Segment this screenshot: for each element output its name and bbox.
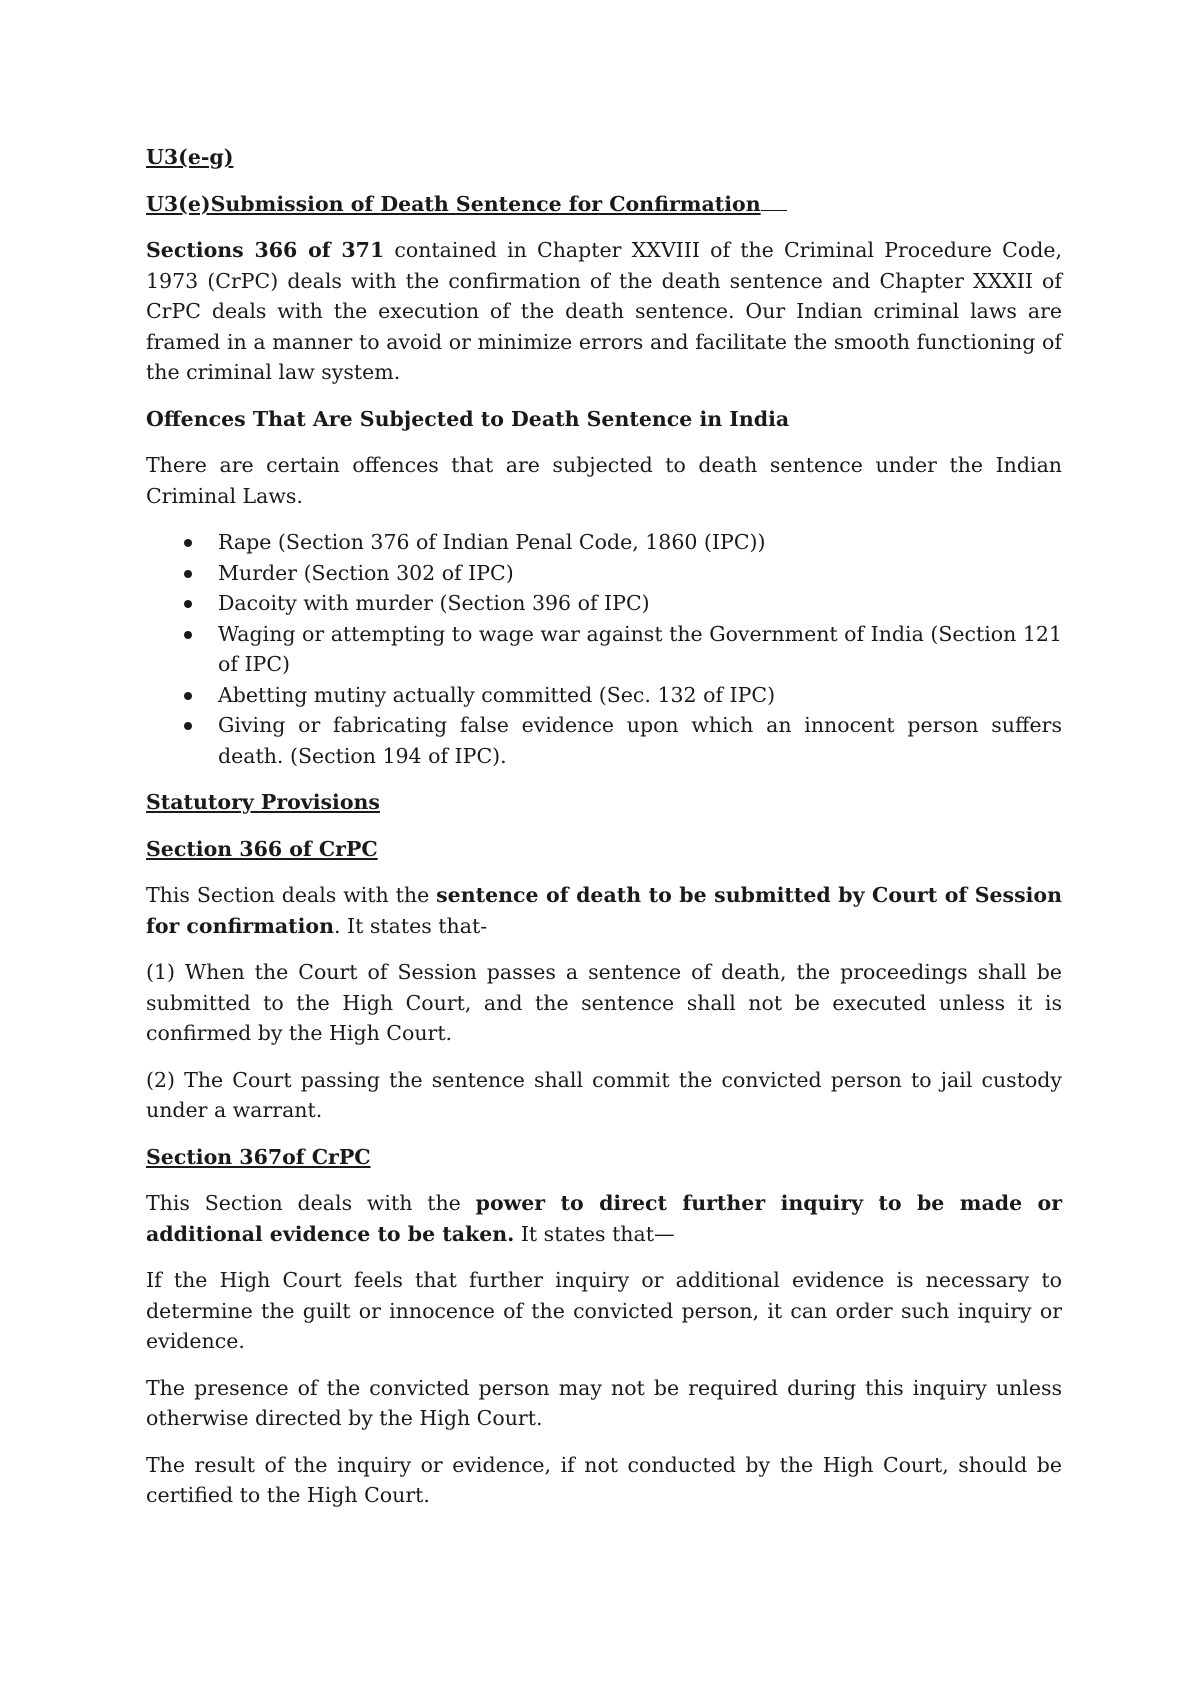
list-item: [146, 680, 1062, 711]
list-item: [146, 527, 1062, 558]
section-367-paragraph-3: The result of the inquiry or evidence, if not conducted by the High Court, should be certified to the High Court.: [146, 1452, 1062, 1507]
list-item-text: Giving or fabricating false evidence upon which an innocent person suffers death. (Section 194 of IPC).: [218, 713, 1062, 768]
intro-bold-lead: Sections 366 of 371: [146, 238, 385, 262]
list-item: [146, 619, 1062, 680]
section-title-text: U3(e)Submission of Death Sentence for Confirmation: [146, 191, 761, 216]
document-page: [146, 142, 1062, 1527]
section-367-bold: power to direct further inquiry to be made or additional evidence to be taken.: [146, 1191, 1063, 1246]
section-366-clause-2: (2) The Court passing the sentence shall commit the convicted person to jail custody under a warrant.: [146, 1067, 1062, 1122]
section-title: [146, 189, 1062, 220]
section-367-lead: This Section deals with the: [146, 1191, 476, 1215]
title-trailing-underline: [761, 192, 787, 211]
section-366-heading: Section 366 of CrPC: [146, 836, 378, 861]
intro-text: contained in Chapter XXVIII of the Criminal Procedure Code, 1973 (CrPC) deals with the confirmation of the death sentence and Chapter XXXII of CrPC deals with the execution of the death sentence. Our Indian criminal laws are framed in a manner to avoid or minimize errors and facilitate the smooth functioning of the criminal law system.: [146, 238, 1062, 384]
section-367-paragraph-2: The presence of the convicted person may not be required during this inquiry unless otherwise directed by the High Court.: [146, 1375, 1062, 1430]
section-366-bold: sentence of death to be submitted by Court of Session for confirmation: [146, 883, 1063, 938]
section-367-description: [146, 1188, 1062, 1249]
section-366-tail: . It states that-: [334, 913, 488, 938]
list-item: [146, 588, 1062, 619]
offences-list: [146, 527, 1062, 771]
list-item-text: Abetting mutiny actually committed (Sec. 132 of IPC): [218, 682, 776, 707]
document-title: U3(e-g): [146, 145, 234, 169]
list-item-text: Rape (Section 376 of Indian Penal Code, 1860 (IPC)): [218, 530, 766, 554]
bullet-icon: [184, 600, 192, 608]
section-366-lead: This Section deals with the: [146, 883, 437, 907]
bullet-icon: [184, 692, 192, 700]
bullet-icon: [184, 570, 192, 578]
list-item-text: Dacoity with murder (Section 396 of IPC): [218, 591, 650, 615]
list-item: [146, 710, 1062, 771]
bullet-icon: [184, 539, 192, 547]
section-366-description: [146, 880, 1062, 941]
section-367-heading: Section 367of CrPC: [146, 1144, 371, 1169]
list-item-text: Waging or attempting to wage war against the Government of India (Section 121 of IPC): [218, 621, 1062, 676]
bullet-icon: [184, 722, 192, 730]
statutory-heading: Statutory Provisions: [146, 790, 380, 814]
list-item: [146, 558, 1062, 589]
list-item-text: Murder (Section 302 of IPC): [218, 560, 514, 585]
intro-paragraph: [146, 235, 1062, 388]
section-367-paragraph-1: If the High Court feels that further inquiry or additional evidence is necessary to determine the guilt or innocence of the convicted person, it can order such inquiry or evidence.: [146, 1268, 1062, 1353]
offences-heading: Offences That Are Subjected to Death Sentence in India: [146, 406, 790, 431]
section-366-clause-1: (1) When the Court of Session passes a sentence of death, the proceedings shall be submitted to the High Court, and the sentence shall not be executed unless it is confirmed by the High Court.: [146, 960, 1062, 1045]
bullet-icon: [184, 631, 192, 639]
offences-intro: There are certain offences that are subjected to death sentence under the Indian Criminal Laws.: [146, 453, 1062, 508]
section-367-tail: It states that—: [514, 1221, 675, 1246]
